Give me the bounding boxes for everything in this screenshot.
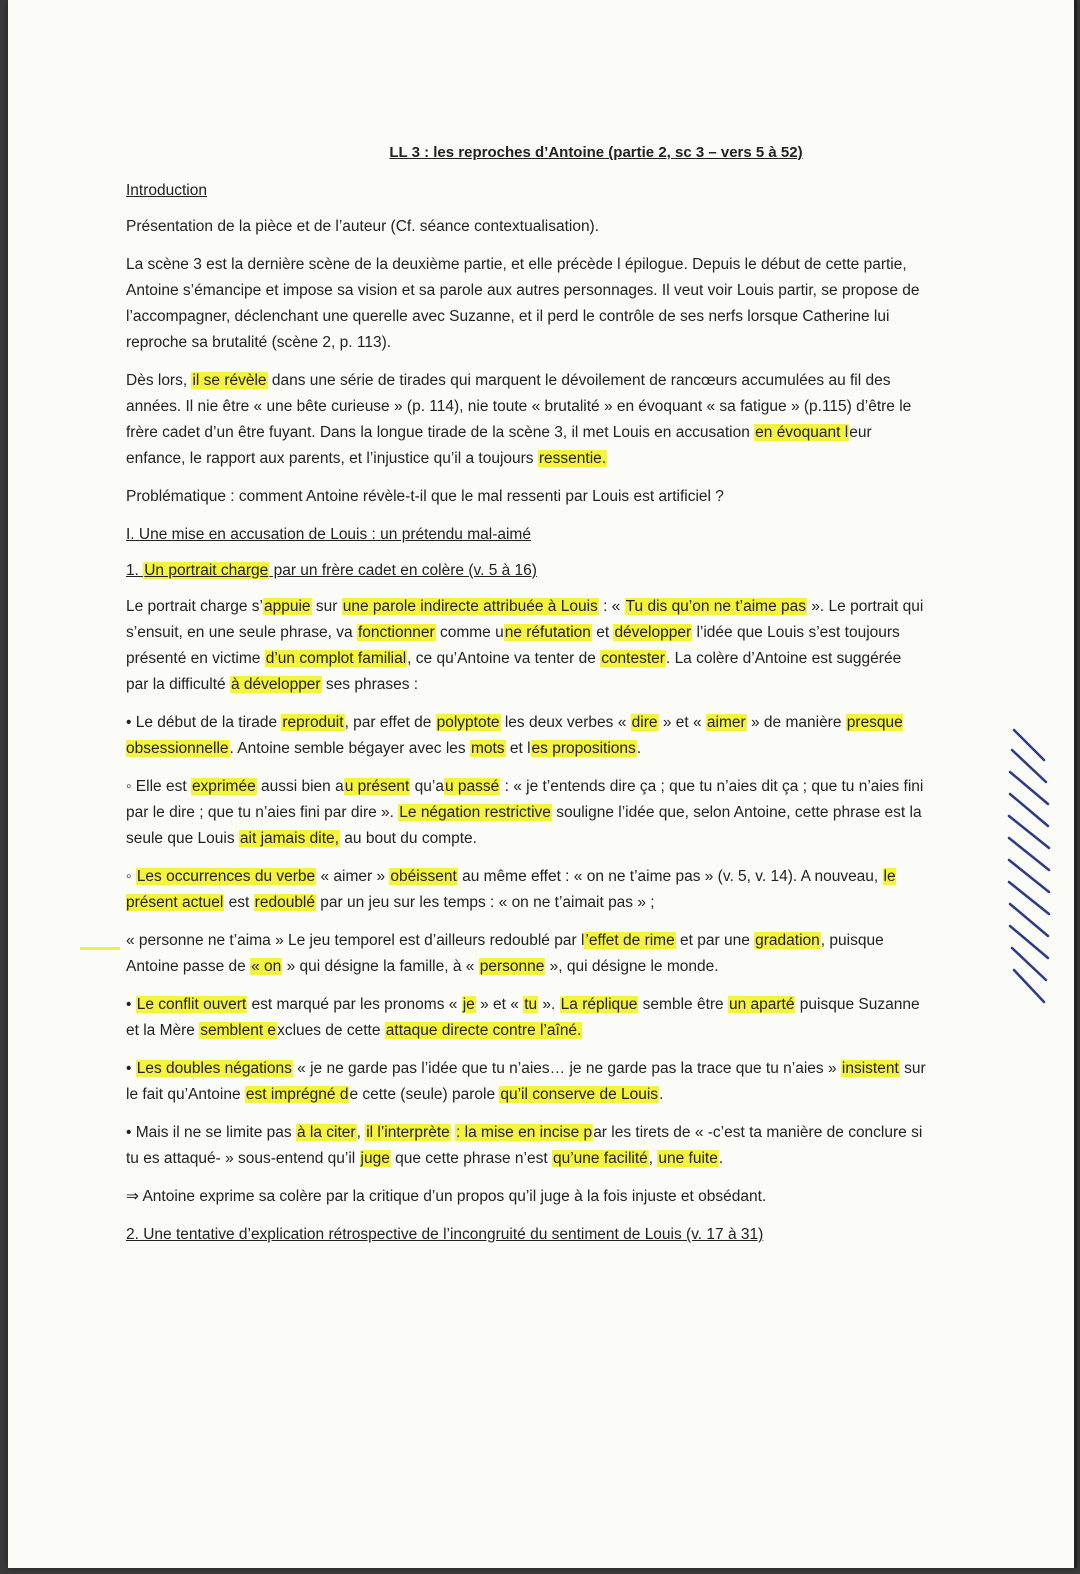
margin-scribble-drawing — [1004, 720, 1054, 1020]
part1-heading: I. Une mise en accusation de Louis : un prétendu mal-aimé — [126, 526, 531, 543]
portrait-paragraph: Le portrait charge s’appuie sur une parole indirecte attribuée à Louis : « Tu dis qu’on ne t’aime pas ». Le portrait qui s’ensuit, en une seule phrase, va fonctionner comme une réfutation et développer l’idée que Louis s’est toujours présenté en victime d’un complot familial, ce qu’Antoine va tenter de contester. La colère d’Antoine est suggérée par la difficulté à développer ses phrases : — [126, 598, 924, 693]
subsection2-heading: 2. Une tentative d’explication rétrospective de l’incongruité du sentiment de Louis (v. 17 à 31) — [126, 1226, 764, 1243]
problematique-paragraph: Problématique : comment Antoine révèle-t-il que le mal ressenti par Louis est artificiel ? — [126, 488, 724, 505]
introduction-heading: Introduction — [126, 182, 207, 199]
page-title: LL 3 : les reproches d’Antoine (partie 2, sc 3 – vers 5 à 52) — [389, 144, 803, 161]
bullet-occurrences: ◦ Les occurrences du verbe « aimer » obéissent au même effet : « on ne t’aime pas » (v. 5, v. 14). A nouveau, le présent actuel est redoublé par un jeu sur les temps : « on ne t’aimait pas » ; — [126, 868, 896, 911]
document-body — [126, 140, 926, 1258]
bullet-present-passe: ◦ Elle est exprimée aussi bien au présent qu’au passé : « je t’entends dire ça ; que tu n’aies dit ça ; que tu n’aies fini par le dire ; que tu n’aies fini par dire ». Le négation restrictive souligne l’idée que, selon Antoine, cette phrase est la seule que Louis ait jamais dite, au bout du compte. — [126, 778, 924, 847]
document-page — [8, 0, 1077, 1568]
conclusion-line: ⇒ Antoine exprime sa colère par la critique d’un propos qu’il juge à la fois injuste et obsédant. — [126, 1188, 767, 1205]
bullet-interpretation: • Mais il ne se limite pas à la citer, il l’interprète : la mise en incise par les tirets de « -c’est ta manière de conclure si tu es attaqué- » sous-entend qu’il juge que cette phrase n’est qu’une facilité, une fuite. — [126, 1124, 923, 1167]
context-paragraph: La scène 3 est la dernière scène de la deuxième partie, et elle précède l épilogue. Depuis le début de cette partie, Antoine s’émancipe et impose sa vision et sa parole aux autres personnages. Il veut voir Louis partir, se propose de l’accompagner, déclenchant une querelle avec Suzanne, et il perd le contrôle de ses nerfs lorsque Catherine lui reproche sa brutalité (scène 2, p. 113). — [126, 256, 920, 351]
bullet-conflit: • Le conflit ouvert est marqué par les pronoms « je » et « tu ». La réplique semble être un aparté puisque Suzanne et la Mère semblent exclues de cette attaque directe contre l’aîné. — [126, 996, 920, 1039]
margin-highlight-mark — [80, 947, 120, 950]
subsection1-heading: 1. Un portrait charge par un frère cadet en colère (v. 5 à 16) — [126, 562, 537, 579]
personne-paragraph: « personne ne t’aima » Le jeu temporel est d’ailleurs redoublé par l’effet de rime et par une gradation, puisque Antoine passe de « on » qui désigne la famille, à « personne », qui désigne le monde. — [126, 932, 884, 975]
presentation-paragraph: Présentation de la pièce et de l’auteur (Cf. séance contextualisation). — [126, 218, 600, 235]
bullet-polyptote: • Le début de la tirade reproduit, par effet de polyptote les deux verbes « dire » et « aimer » de manière presque obsessionnelle. Antoine semble bégayer avec les mots et les propositions. — [126, 714, 903, 757]
tirades-paragraph: Dès lors, il se révèle dans une série de tirades qui marquent le dévoilement de rancœurs accumulées au fil des années. Il nie être « une bête curieuse » (p. 114), nie toute « brutalité » en évoquant « sa fatigue » (p.115) d’être le frère cadet d’un être fuyant. Dans la longue tirade de la scène 3, il met Louis en accusation en évoquant leur enfance, le rapport aux parents, et l’injustice qu’il a toujours ressentie. — [126, 372, 912, 467]
bullet-doubles-negations: • Les doubles négations « je ne garde pas l’idée que tu n’aies… je ne garde pas la trace que tu n’aies » insistent sur le fait qu’Antoine est imprégné de cette (seule) parole qu’il conserve de Louis. — [126, 1060, 926, 1103]
